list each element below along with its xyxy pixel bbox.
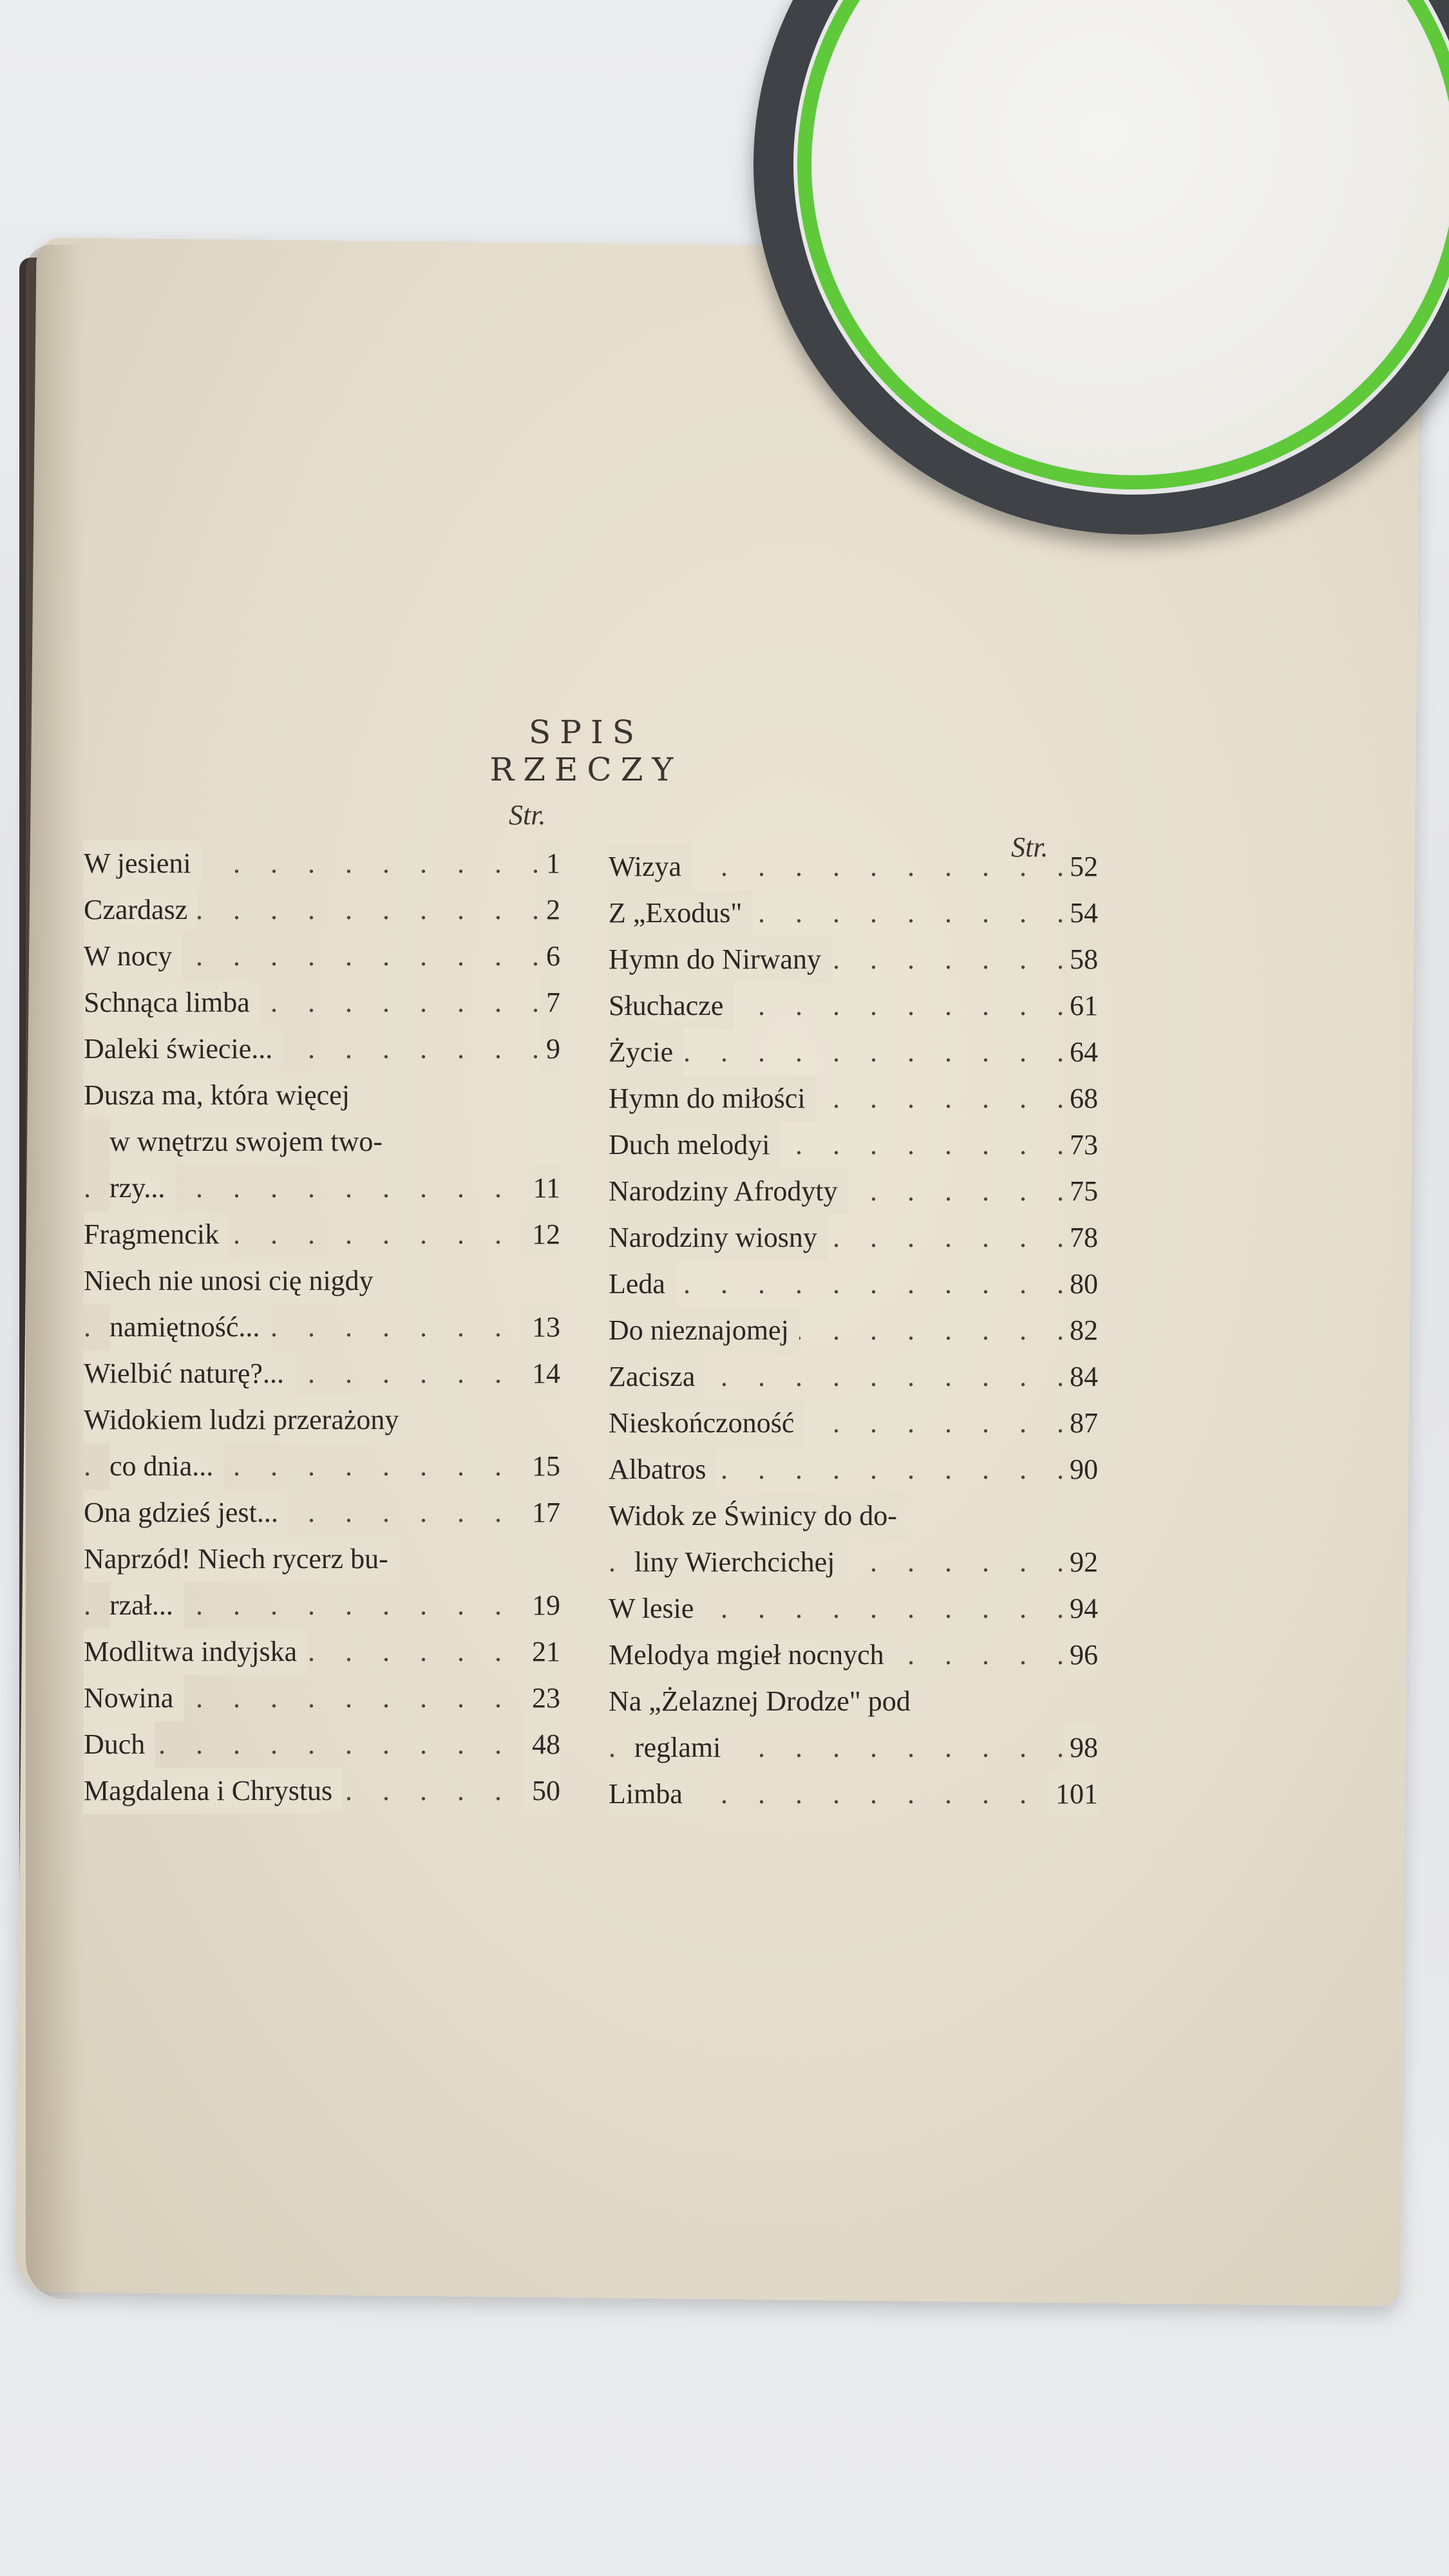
toc-entry-title: Hymn do Nirwany <box>609 936 831 983</box>
toc-entry <box>609 1075 1098 1122</box>
toc-entry-page: 80 <box>1062 1261 1098 1307</box>
toc-entry <box>84 1536 560 1582</box>
toc-entry <box>609 1307 1098 1354</box>
toc-entry-page: 87 <box>1062 1400 1098 1446</box>
toc-entry <box>84 1768 560 1814</box>
toc-entry-page: 92 <box>1062 1539 1098 1586</box>
toc-entry <box>609 1261 1098 1307</box>
page-shadow <box>26 245 84 2299</box>
toc-entry-title: Magdalena i Chrystus <box>84 1768 343 1814</box>
toc-entry-title: rzał... <box>109 1582 184 1629</box>
toc-entry-page: 54 <box>1062 890 1098 936</box>
toc-entry <box>609 1029 1098 1075</box>
toc-entry <box>84 1582 560 1629</box>
toc-entry <box>84 1490 560 1536</box>
toc-entry-page: 96 <box>1062 1632 1098 1678</box>
toc-entry-page: 19 <box>524 1582 560 1629</box>
toc-entry <box>84 1443 560 1490</box>
toc-entry <box>84 1165 560 1211</box>
toc-entry-page: 23 <box>524 1675 560 1721</box>
toc-entry-title: namiętność... <box>109 1304 270 1350</box>
toc-entry <box>609 1678 1098 1725</box>
toc-entry <box>84 1397 560 1443</box>
toc-entry-title: Do nieznajomej <box>609 1307 799 1354</box>
toc-entry <box>84 1026 560 1072</box>
toc-entry <box>84 980 560 1026</box>
toc-entry-title: Dusza ma, która więcej <box>84 1072 360 1119</box>
toc-entry-title: Melodya mgieł nocnych <box>609 1632 895 1678</box>
toc-entry-title: liny Wierchcichej <box>634 1539 845 1586</box>
toc-entry-title: Widokiem ludzi przerażony <box>84 1397 409 1443</box>
toc-entry-page: 2 <box>538 887 560 933</box>
toc-entry-page: 58 <box>1062 936 1098 983</box>
toc-entry <box>84 933 560 980</box>
toc-entry <box>84 1629 560 1675</box>
toc-entry <box>609 1771 1098 1817</box>
toc-entry-page: 15 <box>524 1443 560 1490</box>
toc-entry-title: Narodziny Afrodyty <box>609 1168 848 1215</box>
toc-entry-title: w wnętrzu swojem two- <box>109 1119 393 1165</box>
toc-entry <box>609 1400 1098 1446</box>
toc-entry-page: 50 <box>524 1768 560 1814</box>
toc-entry-page: 78 <box>1062 1215 1098 1261</box>
toc-entry-page: 9 <box>538 1026 560 1072</box>
toc-entry-page: 90 <box>1062 1446 1098 1493</box>
toc-left-column <box>84 840 560 1814</box>
toc-entry <box>609 1168 1098 1215</box>
toc-entry <box>84 1721 560 1768</box>
toc-entry <box>84 1211 560 1258</box>
toc-entry-title: Naprzód! Niech rycerz bu- <box>84 1536 399 1582</box>
toc-entry-title: Leda <box>609 1261 676 1307</box>
toc-entry-title: Fragmencik <box>84 1211 229 1258</box>
toc-right-column <box>609 844 1098 1817</box>
toc-entry <box>84 1350 560 1397</box>
toc-entry <box>609 890 1098 936</box>
toc-entry-title: Schnąca limba <box>84 980 260 1026</box>
toc-entry-page: 94 <box>1062 1586 1098 1632</box>
toc-entry-page: 21 <box>524 1629 560 1675</box>
toc-entry-title: Duch <box>84 1721 155 1768</box>
toc-entry-title: co dnia... <box>109 1443 223 1490</box>
toc-entry <box>84 1258 560 1304</box>
toc-entry-page: 98 <box>1062 1725 1098 1771</box>
toc-entry-title: Wielbić naturę?... <box>84 1350 294 1397</box>
page-title: SPIS RZECZY <box>489 714 683 788</box>
toc-entry <box>84 1119 560 1165</box>
toc-entry <box>84 1675 560 1721</box>
toc-entry <box>84 887 560 933</box>
toc-entry <box>609 1725 1098 1771</box>
toc-entry-title: Zacisza <box>609 1354 705 1400</box>
toc-entry-title: Nieskończoność <box>609 1400 804 1446</box>
toc-entry-title: Limba <box>609 1771 693 1817</box>
toc-entry <box>609 1632 1098 1678</box>
toc-entry-page: 68 <box>1062 1075 1098 1122</box>
toc-entry-title: reglami <box>634 1725 731 1771</box>
toc-entry <box>609 1215 1098 1261</box>
toc-entry-title: Czardasz <box>84 887 198 933</box>
toc-entry <box>609 983 1098 1029</box>
toc-entry-title: Duch melodyi <box>609 1122 781 1168</box>
toc-entry <box>609 1586 1098 1632</box>
toc-entry <box>609 1493 1098 1539</box>
toc-entry <box>609 936 1098 983</box>
toc-entry-title: Z „Exodus" <box>609 890 752 936</box>
toc-entry-page: 82 <box>1062 1307 1098 1354</box>
toc-entry-title: Albatros <box>609 1446 717 1493</box>
toc-entry-page: 84 <box>1062 1354 1098 1400</box>
page-column-header-right: Str. <box>1011 831 1048 863</box>
toc-entry-title: Ona gdzieś jest... <box>84 1490 289 1536</box>
toc-entry-title: Hymn do miłości <box>609 1075 816 1122</box>
page-column-header-left: Str. <box>509 799 546 831</box>
toc-entry-page: 101 <box>1048 1771 1098 1817</box>
toc-entry-title: Na „Żelaznej Drodze" pod <box>609 1678 921 1725</box>
toc-entry-page: 75 <box>1062 1168 1098 1215</box>
toc-entry-page: 61 <box>1062 983 1098 1029</box>
toc-entry-title: Nowina <box>84 1675 184 1721</box>
toc-entry-page: 1 <box>538 840 560 887</box>
toc-entry-title: W jesieni <box>84 840 202 887</box>
toc-entry-page: 6 <box>538 933 560 980</box>
toc-entry-title: Daleki świecie... <box>84 1026 283 1072</box>
toc-entry <box>609 1122 1098 1168</box>
toc-entry <box>609 844 1098 890</box>
toc-entry-title: Widok ze Świnicy do do- <box>609 1493 907 1539</box>
toc-entry-title: W nocy <box>84 933 182 980</box>
toc-entry-title: Słuchacze <box>609 983 734 1029</box>
toc-entry <box>609 1446 1098 1493</box>
toc-entry <box>84 1072 560 1119</box>
toc-entry-page: 17 <box>524 1490 560 1536</box>
toc-entry <box>609 1354 1098 1400</box>
toc-entry-title: Narodziny wiosny <box>609 1215 828 1261</box>
toc-entry-page: 64 <box>1062 1029 1098 1075</box>
toc-entry-page: 12 <box>524 1211 560 1258</box>
toc-entry-page: 48 <box>524 1721 560 1768</box>
toc-entry <box>84 1304 560 1350</box>
toc-entry-title: Modlitwa indyjska <box>84 1629 307 1675</box>
toc-entry-page: 73 <box>1062 1122 1098 1168</box>
toc-entry-page: 13 <box>524 1304 560 1350</box>
toc-entry-title: rzy... <box>109 1165 175 1211</box>
toc-entry <box>84 840 560 887</box>
toc-entry-page: 14 <box>524 1350 560 1397</box>
toc-entry-title: Wizya <box>609 844 692 890</box>
toc-entry-page: 52 <box>1062 844 1098 890</box>
toc-entry <box>609 1539 1098 1586</box>
toc-entry-title: Życie <box>609 1029 683 1075</box>
toc-entry-page: 7 <box>538 980 560 1026</box>
toc-entry-page: 11 <box>526 1165 560 1211</box>
toc-entry-title: W lesie <box>609 1586 704 1632</box>
toc-entry-title: Niech nie unosi cię nigdy <box>84 1258 384 1304</box>
